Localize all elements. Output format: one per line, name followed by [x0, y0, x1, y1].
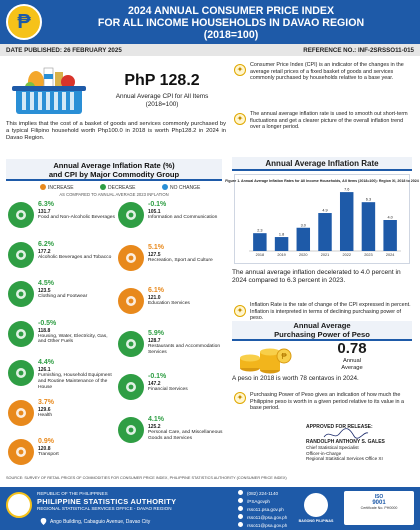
commodity-label: Housing, Water, Electricity, Gas, and Other Fuels	[38, 333, 108, 345]
legend-nochange-label: NO CHANGE	[170, 185, 201, 191]
commodity-item	[8, 200, 118, 238]
ball-icon	[118, 245, 144, 271]
legend-decrease-label: DECREASE	[108, 185, 136, 191]
website-text: rsso11.psa.gov.ph	[247, 507, 284, 512]
grocery-basket-icon	[8, 60, 94, 120]
phone-icon	[238, 490, 243, 495]
inflation-rate: 4.5%	[38, 280, 54, 287]
approval-heading: APPROVED FOR RELEASE:	[306, 424, 373, 430]
commodity-item	[8, 240, 118, 278]
commodity-item	[118, 200, 228, 238]
commodity-item	[118, 415, 228, 453]
inflation-bar-chart	[225, 175, 419, 263]
psa-logo-icon	[6, 492, 32, 518]
contact-email[interactable]	[238, 514, 287, 520]
legend-increase-label: INCREASE	[48, 185, 74, 191]
commodity-item	[8, 358, 118, 396]
x-tick-label: 2020	[299, 253, 308, 257]
commodity-label: Clothing and Footwear	[38, 294, 88, 299]
commodity-item	[8, 398, 118, 436]
iso-certification-badge	[344, 491, 414, 525]
svg-text:₱: ₱	[281, 352, 287, 361]
food-icon	[8, 202, 34, 228]
cpi-index: 131.7	[38, 209, 51, 215]
phone-text: (082) 224-1140	[247, 491, 279, 496]
bar-value-label: 2.3	[257, 228, 263, 233]
mail-icon	[238, 514, 243, 519]
contact-email-2[interactable]	[238, 522, 287, 528]
x-tick-label: 2019	[277, 253, 286, 257]
footer-psa: PHILIPPINE STATISTICS AUTHORITY	[37, 497, 177, 506]
inflation-rate: 0.9%	[38, 438, 54, 445]
inflation-rate: -0.5%	[38, 319, 57, 327]
social-text: /PSAgovph	[247, 499, 270, 504]
commodity-item	[118, 329, 228, 367]
commodity-label: Furnishing, Household Equipment and Routine Maintenance of the House	[38, 373, 112, 390]
inflation-chart-frame	[225, 174, 419, 264]
money-icon	[118, 374, 144, 400]
house-icon	[8, 321, 34, 347]
cpi-subtitle: Annual Average CPI for All Items	[115, 93, 209, 100]
commodity-label: Alcoholic Beverages and Tobacco	[38, 254, 112, 260]
cpi-index: 121.0	[148, 295, 161, 301]
cpi-index: 120.8	[38, 446, 51, 452]
cpi-index: 105.1	[148, 209, 161, 215]
commodity-item	[118, 243, 228, 281]
approver-title-1: Chief Statistical Specialist	[306, 445, 359, 451]
inflation-rate: 5.1%	[148, 244, 164, 251]
commodity-item	[118, 286, 228, 324]
inflation-rate: 6.1%	[148, 287, 164, 294]
inflation-rate: -0.1%	[148, 373, 167, 380]
commodity-item	[118, 372, 228, 410]
commodity-label: Education Services	[148, 301, 190, 306]
bar-value-label: 4.9	[322, 208, 328, 213]
x-tick-label: 2023	[364, 253, 373, 257]
social-icon	[238, 498, 243, 503]
purchasing-power-definition: Purchasing Power of Peso gives an indication of how much the Philippine peso is worth in a given period relative to its value in a base period.	[250, 392, 405, 412]
commodity-label: Transport	[38, 452, 59, 457]
x-tick-label: 2018	[255, 253, 265, 257]
purchasing-power-value: 0.78	[337, 340, 367, 357]
pp-sub-annual: Annual	[342, 358, 362, 364]
bar-2023	[362, 202, 375, 251]
bus-icon	[8, 439, 34, 465]
date-published: DATE PUBLISHED: 26 FEBRUARY 2025	[6, 47, 122, 54]
location-pin-icon	[40, 518, 47, 525]
commodity-label: Information and Communication	[148, 215, 218, 220]
commodity-item	[8, 279, 118, 317]
bagong-pilipinas-label: BAGONG PILIPINAS	[298, 519, 334, 523]
inflation-summary: The annual average inflation decelerated to 4.0 percent in 2024 compared to 6.3 percent in 2023.	[232, 269, 401, 284]
bottle-icon	[8, 242, 34, 268]
lightbulb-icon: ✦	[234, 113, 246, 125]
bar-value-label: 6.3	[365, 197, 372, 202]
footer-regional: REGIONAL STATISTICAL SERVICES OFFICE - DAVAO REGION	[37, 506, 172, 511]
pp-title-line-2: Purchasing Power of Peso	[274, 329, 370, 339]
cpi-index: 177.2	[38, 248, 51, 255]
approver-title-3: Regional Statistical Services Office XI	[306, 456, 383, 462]
cert-id: Certificate No. PH0000	[360, 506, 398, 510]
commodity-label: Recreation, Sport and Culture	[148, 258, 213, 263]
footer	[0, 487, 420, 530]
lightbulb-icon: ✦	[234, 392, 246, 404]
inflation-rate: -0.1%	[148, 201, 167, 208]
laptop-icon	[118, 202, 144, 228]
peso-coin-icon: ₱	[6, 4, 42, 40]
signature-icon	[322, 427, 370, 441]
legend-increase	[40, 184, 74, 191]
commodity-label: Personal Care, and Miscellaneous Goods and Services	[148, 430, 223, 441]
approver-title-2: Officer-in-Charge	[306, 450, 342, 456]
commodity-label: Restaurants and Accommodation Services	[148, 344, 221, 355]
source-note: SOURCE: SURVEY OF RETAIL PRICES OF COMMODITIES FOR CONSUMER PRICE INDEX, PHILIPPINE STATISTICS AUTHORITY (CONSUMER PRICE INDEX)	[6, 476, 287, 480]
contact-social[interactable]	[238, 498, 270, 504]
inflation-rate: 5.9%	[148, 330, 164, 337]
commodity-section-title	[6, 159, 222, 181]
cpi-definition: Consumer Price Index (CPI) is an indicator of the changes in the average retail prices of a fixed basket of goods and services commonly purchased by households relative to a base year.	[250, 62, 404, 82]
footer-republic: REPUBLIC OF THE PHILIPPINES	[37, 491, 108, 496]
cpi-index: 126.1	[38, 367, 51, 373]
graduation-cap-icon	[118, 288, 144, 314]
cpi-index: 147.2	[148, 381, 161, 387]
cpi-index: 125.2	[148, 424, 161, 430]
publication-bar	[0, 44, 420, 56]
bar-value-label: 4.0	[387, 215, 393, 220]
email-text-2: rsso11@psa.gov.ph	[247, 523, 288, 528]
header-banner	[0, 0, 420, 44]
legend-note: AS COMPARED TO ANNUAL AVERAGE 2023 INFLATION	[59, 192, 169, 197]
bagong-pilipinas-logo-icon	[304, 493, 328, 517]
title-line-1: 2024 ANNUAL CONSUMER PRICE INDEX	[127, 5, 335, 17]
contact-website[interactable]	[238, 506, 284, 512]
contact-phone[interactable]	[238, 490, 278, 496]
lightbulb-icon: ✦	[234, 305, 246, 317]
bar-2021	[318, 213, 331, 251]
title-line-3: (2018=100)	[203, 29, 259, 41]
purchasing-power-text: A peso in 2018 is worth 78 centavos in 2024.	[232, 375, 359, 382]
inflation-rate: 6.3%	[38, 201, 54, 208]
legend-decrease	[100, 184, 136, 191]
email-text: rsso11@psa.gov.ph	[247, 515, 288, 520]
title-line-2: FOR ALL INCOME HOUSEHOLDS IN DAVAO REGION	[97, 17, 365, 29]
bar-value-label: 7.6	[344, 187, 350, 192]
care-icon	[118, 417, 144, 443]
cert-number: 9001	[372, 500, 386, 506]
x-tick-label: 2021	[320, 253, 330, 257]
bar-value-label: 1.8	[278, 232, 285, 237]
purchasing-power-title	[232, 321, 412, 341]
bar-2022	[340, 192, 353, 251]
inflation-section-title: Annual Average Inflation Rate	[232, 157, 412, 171]
commodity-label: Financial Services	[148, 387, 188, 392]
shirt-icon	[8, 281, 34, 307]
cpi-index: 127.5	[148, 252, 161, 258]
footer-address: Ango Building, Cabaguio Avenue, Davao City	[50, 519, 151, 525]
x-tick-label: 2022	[342, 253, 351, 257]
legend-nochange	[162, 184, 200, 191]
bar-value-label: 3.0	[300, 223, 306, 228]
cpi-index: 123.5	[38, 288, 51, 294]
pp-sub-average: Average	[341, 365, 363, 371]
commodity-item	[8, 319, 118, 357]
chart-title: Figure 1. Annual Average Inflation Rates for All Income Households, All Items (2018=100): Region XI, 2018 to 2024	[225, 179, 419, 183]
inflation-rate: 3.7%	[38, 398, 54, 406]
inflation-rate: 6.2%	[38, 240, 54, 248]
bar-2020	[297, 228, 310, 251]
bar-2019	[275, 237, 288, 251]
health-icon	[8, 400, 34, 426]
mail-icon	[238, 522, 243, 527]
x-tick-label: 2024	[385, 253, 395, 257]
cpi-explanation: This implies that the cost of a basket of goods and services commonly purchased by a typical Filipino household worth Php100.0 in 2018 is worth Php128.2 in 2024 in Davao Region.	[6, 121, 226, 142]
bar-2024	[383, 220, 396, 251]
web-icon	[238, 506, 243, 511]
commodity-label: Health	[38, 412, 53, 418]
lightbulb-icon: ✦	[234, 64, 246, 76]
commodity-title-line-1: Annual Average Inflation Rate (%)	[53, 161, 175, 170]
commodity-title-line-2: and CPI by Major Commodity Group	[48, 170, 180, 179]
cpi-index: 118.8	[38, 327, 51, 334]
restaurant-icon	[118, 331, 144, 357]
bar-2018	[253, 233, 266, 251]
coins-icon	[236, 344, 292, 374]
commodity-item	[8, 437, 118, 475]
cpi-index: 128.7	[148, 338, 161, 344]
sofa-icon	[8, 360, 34, 386]
inflation-definition: Inflation Rate is the rate of change of the CPI expressed in percent. Inflation is interpreted in terms of declining purchasing power of peso.	[250, 302, 411, 322]
cpi-index: 129.6	[38, 406, 51, 413]
cert-iso: ISO	[374, 494, 384, 500]
commodity-label: Food and Non-Alcoholic Beverages	[38, 215, 115, 220]
inflation-rate: 4.1%	[148, 416, 164, 423]
annual-definition: The annual average inflation rate is used to smooth out short-term fluctuations and get a clearer picture of the overall inflation trend over a longer period.	[250, 111, 408, 131]
approver-name: RANDOLPH ANTHONY S. GALES	[306, 438, 385, 445]
reference-number: REFERENCE NO.: INF-2SRSSO11-015	[303, 47, 414, 54]
pp-title-line-1: Annual Average	[293, 321, 351, 330]
cpi-base-year: (2018=100)	[145, 101, 179, 108]
inflation-rate: 4.4%	[38, 359, 54, 366]
cpi-value: PhP 128.2	[124, 72, 200, 89]
